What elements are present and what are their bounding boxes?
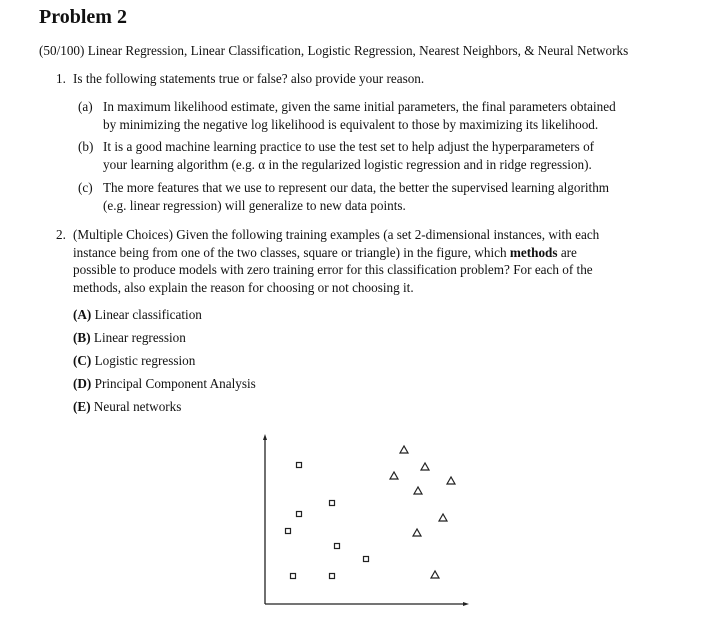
square-point <box>364 557 369 562</box>
square-point <box>297 463 302 468</box>
problem-title: Problem 2 <box>39 6 127 28</box>
q2-line2-text: instance being from one of the two classes, square or triangle) in the figure, which <box>73 245 507 260</box>
square-point <box>286 529 291 534</box>
choice-text: Logistic regression <box>94 353 196 368</box>
triangle-point <box>439 514 447 521</box>
q2-line2-end: are <box>560 245 577 260</box>
square-point <box>330 574 335 579</box>
q1-number: 1. <box>56 71 66 86</box>
choice-text: Neural networks <box>93 399 182 414</box>
q1a-line1: In maximum likelihood estimate, given the same initial parameters, the final parameters obtained <box>103 99 616 114</box>
triangle-point <box>414 487 422 494</box>
square-point <box>297 512 302 517</box>
q1-text: Is the following statements true or false? also provide your reason. <box>73 71 425 86</box>
q1c-label: (c) <box>78 180 93 195</box>
q1a-line2: by minimizing the negative log likelihood is equivalent to those by maximizing its likelihood. <box>103 117 599 132</box>
choice-text: Linear classification <box>94 307 202 322</box>
square-point <box>330 501 335 506</box>
q2-line3: possible to produce models with zero training error for this classification problem? For each of the <box>73 262 593 277</box>
q1c-line1: The more features that we use to represent our data, the better the supervised learning algorithm <box>103 180 610 195</box>
triangle-point <box>421 463 429 470</box>
q2-line4: methods, also explain the reason for choosing or not choosing it. <box>73 280 414 295</box>
triangle-point <box>447 477 455 484</box>
q1c-line2: (e.g. linear regression) will generalize to new data points. <box>103 198 406 213</box>
choice-key: (C) <box>73 353 92 368</box>
choice-text: Principal Component Analysis <box>94 376 256 391</box>
choice-key: (E) <box>73 399 91 414</box>
triangle-point <box>390 472 398 479</box>
triangle-point <box>400 446 408 453</box>
q2-number: 2. <box>56 227 66 242</box>
q1b-label: (b) <box>78 139 94 154</box>
square-point <box>291 574 296 579</box>
x-axis-arrow <box>463 602 469 606</box>
intro: (50/100) Linear Regression, Linear Classification, Logistic Regression, Nearest Neighbors, & Neural Networks <box>39 43 629 58</box>
triangle-point <box>413 529 421 536</box>
square-point <box>335 544 340 549</box>
triangle-point <box>431 571 439 578</box>
y-axis-arrow <box>263 434 267 440</box>
q1b-line2: your learning algorithm (e.g. α in the regularized logistic regression and in ridge regression). <box>103 157 592 172</box>
q1a-label: (a) <box>78 99 93 114</box>
q1b-line1: It is a good machine learning practice to use the test set to help adjust the hyperparameters of <box>103 139 595 154</box>
choice-text: Linear regression <box>93 330 186 345</box>
choice-key: (A) <box>73 307 92 322</box>
q2-methods-bold: methods <box>509 245 558 260</box>
choice-key: (D) <box>73 376 92 391</box>
q2-line1: (Multiple Choices) Given the following training examples (a set 2-dimensional instances, with each <box>73 227 600 242</box>
choice-key: (B) <box>73 330 91 345</box>
